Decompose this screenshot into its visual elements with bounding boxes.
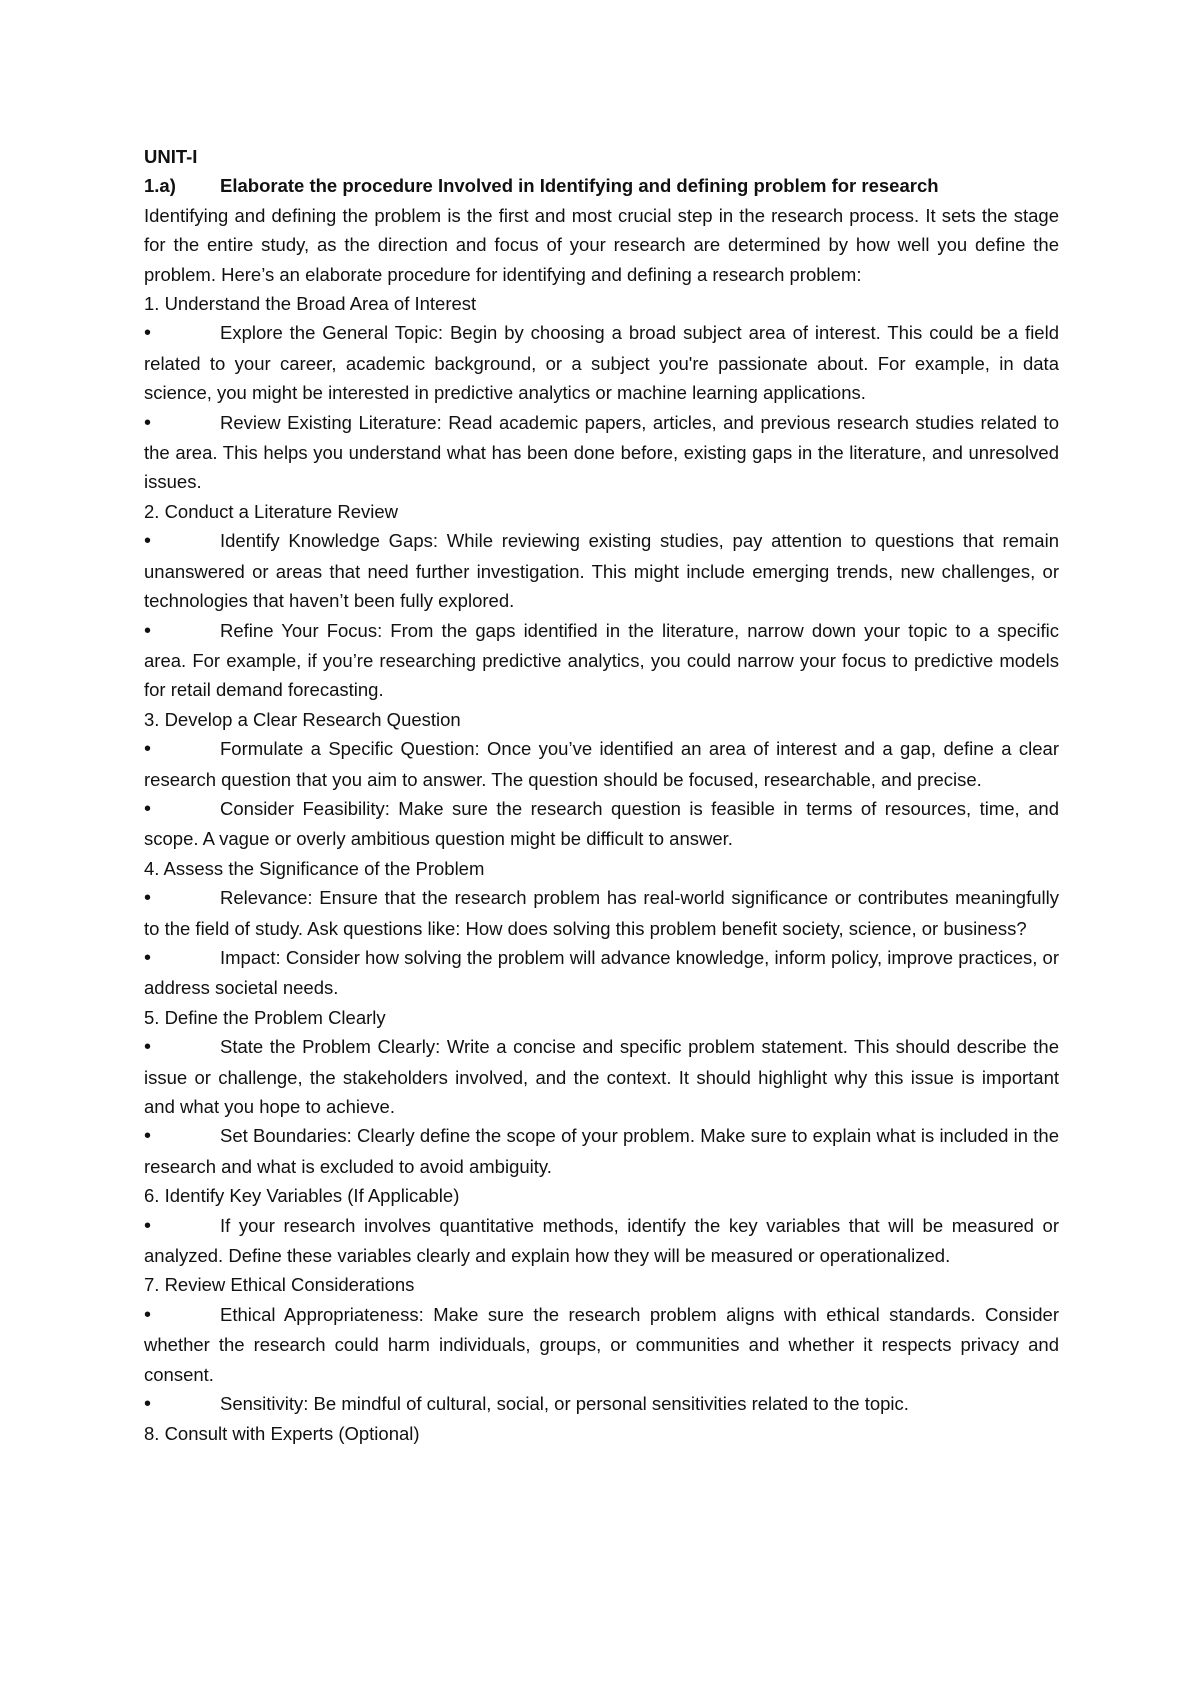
unit-heading: UNIT-I xyxy=(144,146,198,167)
document-body xyxy=(144,142,1059,1449)
bullet-text: Identify Knowledge Gaps: While reviewing existing studies, pay attention to questions that remain unanswered or areas that need further investigation. This might include emerging trends, new challenges, or technologies that haven’t been fully explored. xyxy=(144,530,1059,612)
bullet-item xyxy=(144,1300,1059,1389)
bullet-icon xyxy=(144,1389,220,1419)
bullet-icon xyxy=(144,1032,220,1062)
section-heading: 1. Understand the Broad Area of Interest xyxy=(144,293,477,315)
bullet-item xyxy=(144,318,1059,407)
bullet-icon xyxy=(144,794,220,824)
bullet-item xyxy=(144,734,1059,794)
bullet-item xyxy=(144,943,1059,1003)
bullet-item xyxy=(144,1121,1059,1181)
sections-container xyxy=(144,289,1059,1449)
bullet-item xyxy=(144,408,1059,497)
bullet-icon xyxy=(144,943,220,973)
question-text: Elaborate the procedure Involved in Identifying and defining problem for research xyxy=(220,175,939,197)
bullet-text: If your research involves quantitative methods, identify the key variables that will be measured or analyzed. Define these variables clearly and explain how they will be measured or operationalized. xyxy=(144,1214,1059,1267)
bullet-text: Sensitivity: Be mindful of cultural, social, or personal sensitivities related to the topic. xyxy=(220,1393,909,1415)
question-heading xyxy=(144,171,1059,200)
bullet-text: Ethical Appropriateness: Make sure the research problem aligns with ethical standards. Consider whether the research could harm individuals, groups, or communities and whether it respects privacy and consent. xyxy=(144,1303,1059,1385)
bullet-item xyxy=(144,883,1059,943)
bullet-text: Impact: Consider how solving the problem will advance knowledge, inform policy, improve practices, or address societal needs. xyxy=(144,946,1059,999)
bullet-icon xyxy=(144,318,220,348)
bullet-text: Set Boundaries: Clearly define the scope of your problem. Make sure to explain what is included in the research and what is excluded to avoid ambiguity. xyxy=(144,1125,1059,1177)
question-number: 1.a) xyxy=(144,175,176,197)
bullet-icon xyxy=(144,883,220,913)
bullet-icon xyxy=(144,526,220,556)
bullet-text: Formulate a Specific Question: Once you’ve identified an area of interest and a gap, define a clear research question that you aim to answer. The question should be focused, researchable, and precise. xyxy=(144,738,1059,790)
bullet-text: Refine Your Focus: From the gaps identified in the literature, narrow down your topic to a specific area. For example, if you’re researching predictive analytics, you could narrow your focus to predictive models for retail demand forecasting. xyxy=(144,619,1059,701)
section-heading: 4. Assess the Significance of the Problem xyxy=(144,857,485,879)
bullet-item xyxy=(144,616,1059,705)
section-heading: 3. Develop a Clear Research Question xyxy=(144,708,461,730)
bullet-item xyxy=(144,1389,1059,1419)
bullet-item xyxy=(144,1211,1059,1271)
bullet-icon xyxy=(144,1300,220,1330)
intro-paragraph: Identifying and defining the problem is the first and most crucial step in the research process. It sets the stage for the entire study, as the direction and focus of your research are determined by how well you define the problem. Here’s an elaborate procedure for identifying and defining a research problem: xyxy=(144,204,1059,285)
bullet-icon xyxy=(144,1121,220,1151)
bullet-text: State the Problem Clearly: Write a concise and specific problem statement. This should describe the issue or challenge, the stakeholders involved, and the context. It should highlight why this issue is important and what you hope to achieve. xyxy=(144,1036,1059,1117)
bullet-icon xyxy=(144,734,220,764)
bullet-text: Review Existing Literature: Read academic papers, articles, and previous research studies related to the area. This helps you understand what has been done before, existing gaps in the literature, and unresolved issues. xyxy=(144,411,1059,493)
section-heading: 5. Define the Problem Clearly xyxy=(144,1006,386,1028)
bullet-text: Relevance: Ensure that the research problem has real-world significance or contributes meaningfully to the field of study. Ask questions like: How does solving this problem benefit society, science, or business? xyxy=(144,887,1059,939)
section-heading: 2. Conduct a Literature Review xyxy=(144,500,398,522)
bullet-icon xyxy=(144,616,220,646)
bullet-item xyxy=(144,526,1059,615)
bullet-text: Consider Feasibility: Make sure the research question is feasible in terms of resources, time, and scope. A vague or overly ambitious question might be difficult to answer. xyxy=(144,797,1059,850)
bullet-icon xyxy=(144,1211,220,1241)
bullet-icon xyxy=(144,408,220,438)
bullet-item xyxy=(144,1032,1059,1121)
section-heading: 8. Consult with Experts (Optional) xyxy=(144,1423,420,1445)
section-heading: 6. Identify Key Variables (If Applicable) xyxy=(144,1185,460,1207)
bullet-item xyxy=(144,794,1059,854)
bullet-text: Explore the General Topic: Begin by choosing a broad subject area of interest. This could be a field related to your career, academic background, or a subject you're passionate about. For example, in data science, you might be interested in predictive analytics or machine learning applications. xyxy=(144,322,1059,404)
section-heading: 7. Review Ethical Considerations xyxy=(144,1274,415,1296)
